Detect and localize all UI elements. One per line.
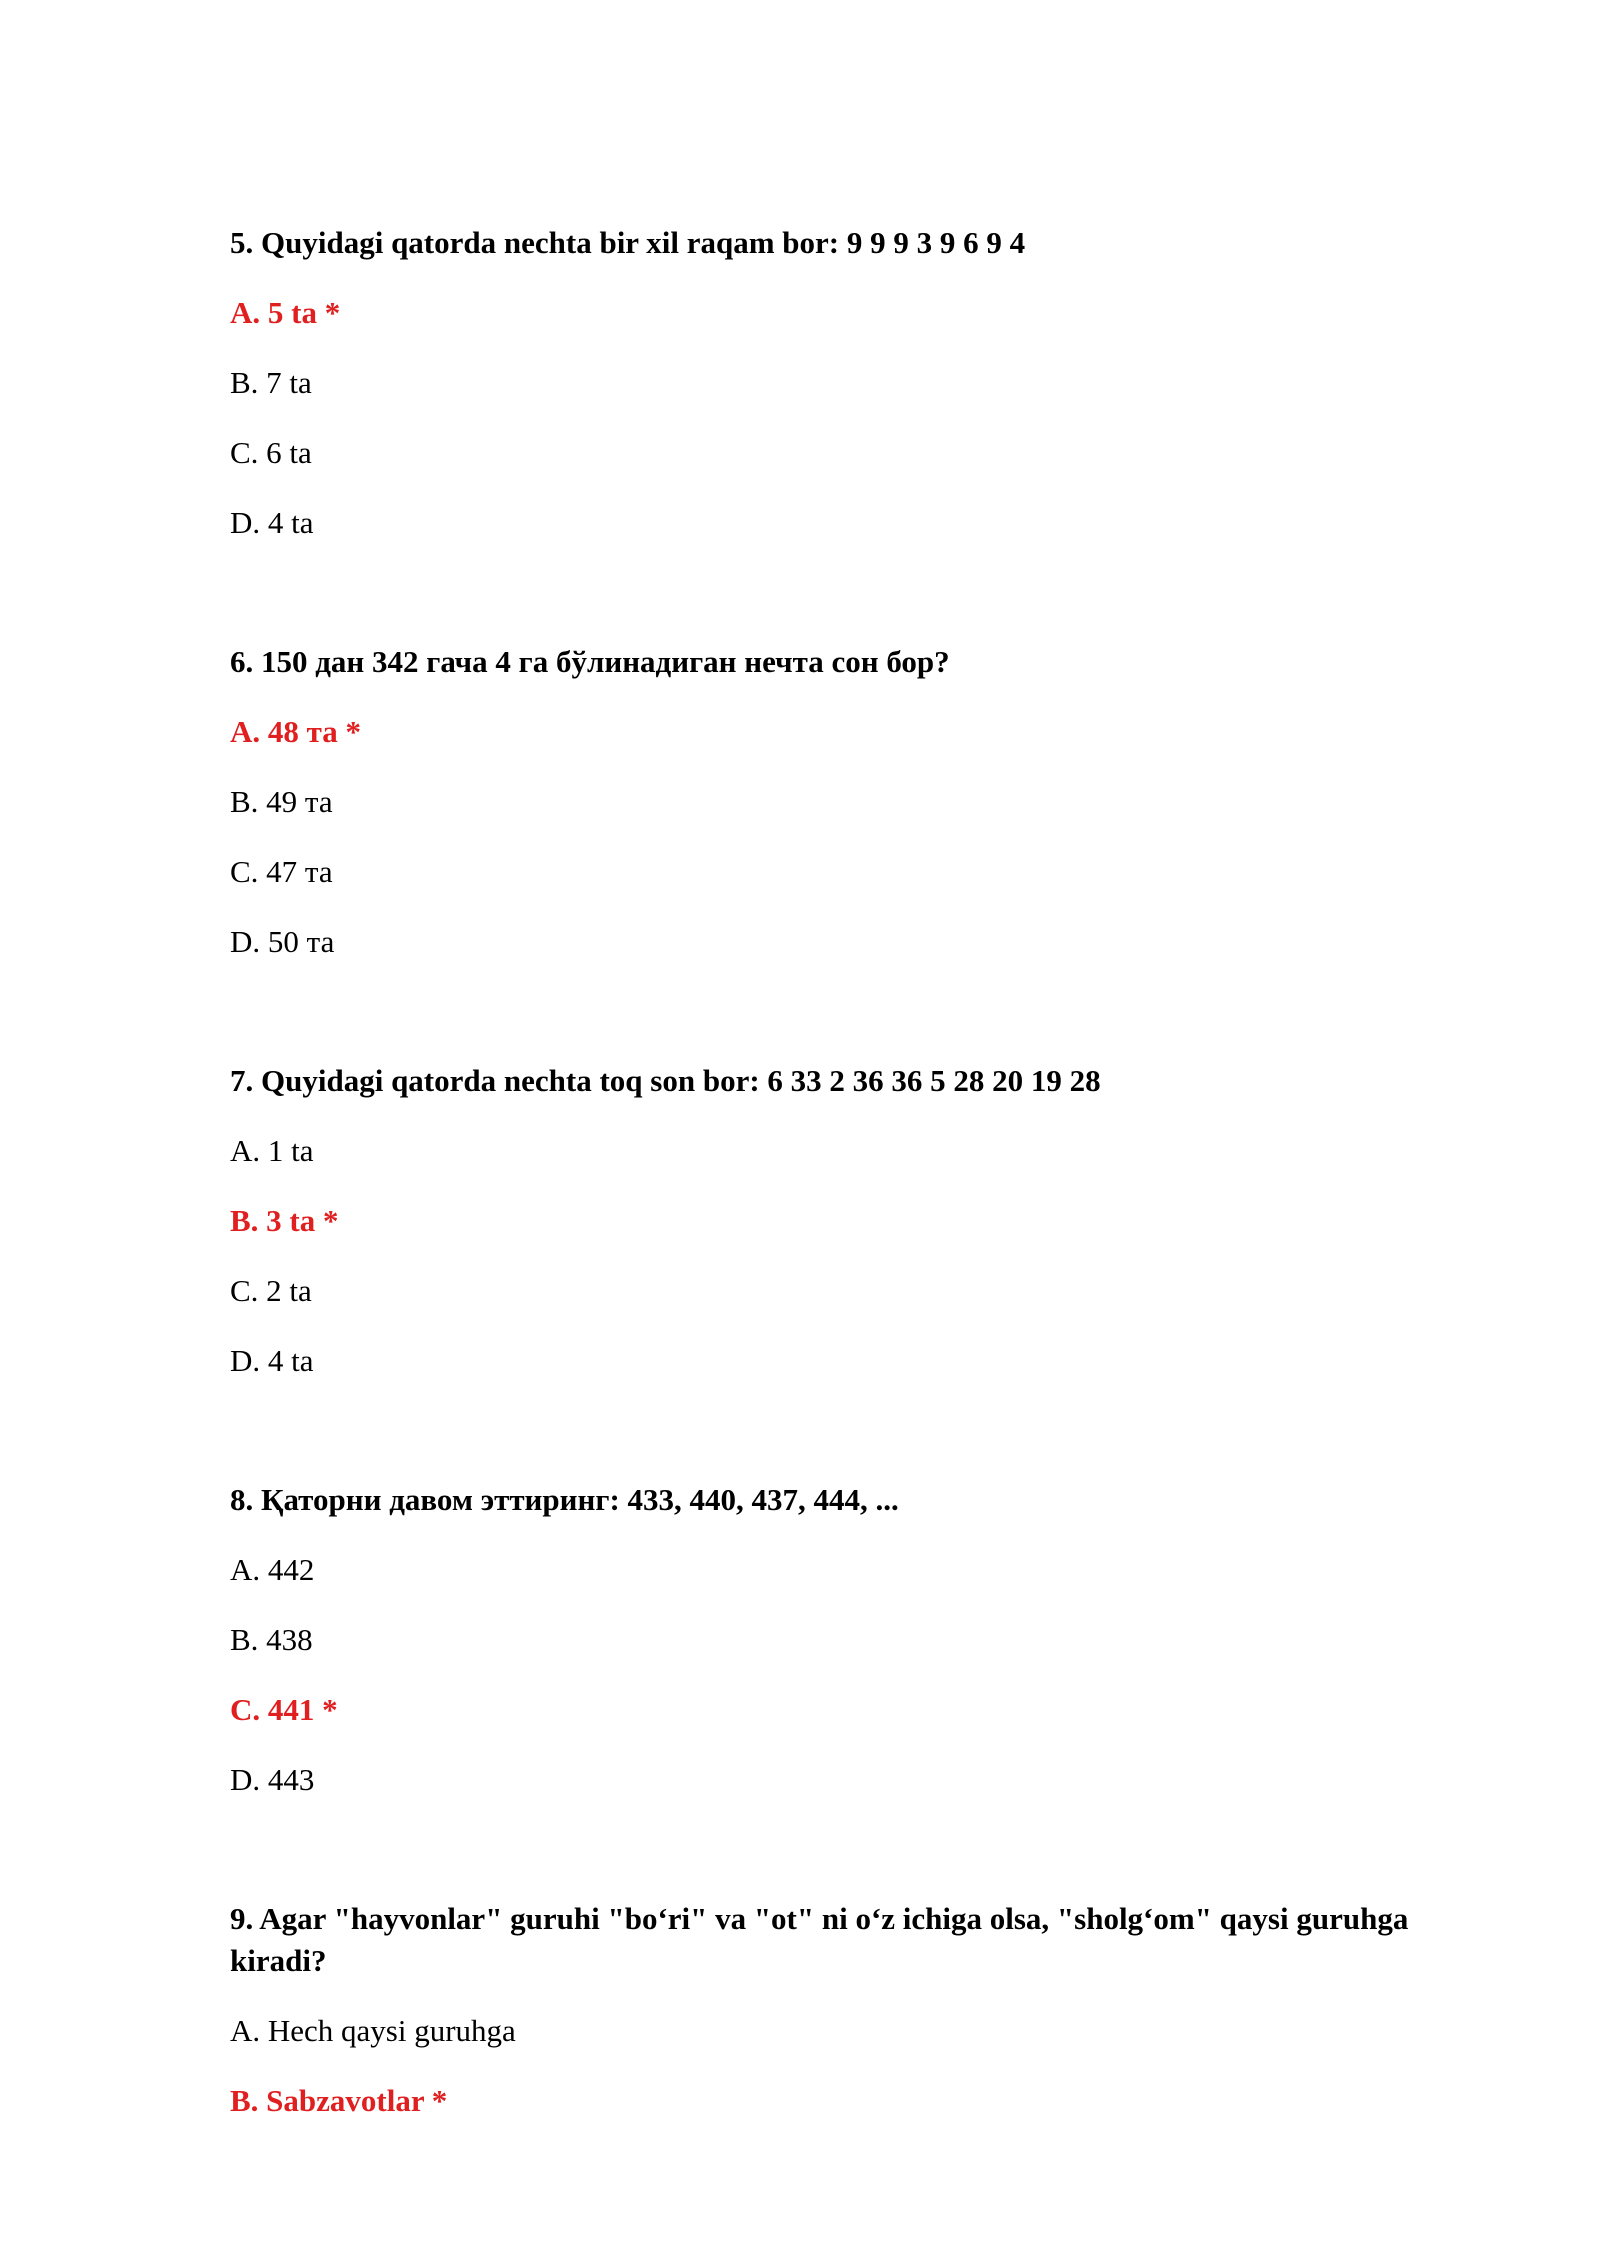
option-c-correct: C. 441 * <box>230 1692 338 1727</box>
question-text: 8. Қаторни давом эттиринг: 433, 440, 437, 444, ... <box>230 1482 899 1517</box>
option-d: D. 50 та <box>230 924 335 959</box>
question-text: 9. Agar "hayvonlar" guruhi "bo‘ri" va "ot" ni o‘z ichiga olsa, "sholg‘om" qaysi guruhga kiradi? <box>230 1901 1409 1978</box>
option-c: C. 2 ta <box>230 1273 312 1308</box>
question-text: 5. Quyidagi qatorda nechta bir xil raqam bor: 9 9 9 3 9 6 9 4 <box>230 225 1026 260</box>
option-d: D. 4 ta <box>230 505 314 540</box>
option-a: A. Hech qaysi guruhga <box>230 2013 516 2048</box>
question-9 <box>230 1898 1480 2118</box>
question-6 <box>230 641 1480 959</box>
option-b-correct: B. 3 ta * <box>230 1203 339 1238</box>
option-d: D. 443 <box>230 1762 315 1797</box>
option-a: A. 442 <box>230 1552 315 1587</box>
option-b: B. 49 та <box>230 784 333 819</box>
option-b: B. 438 <box>230 1622 313 1657</box>
option-a-correct: A. 48 та * <box>230 714 361 749</box>
option-b: B. 7 ta <box>230 365 312 400</box>
option-a-correct: A. 5 ta * <box>230 295 341 330</box>
question-text: 6. 150 дан 342 гача 4 га бўлинадиган нечта сон бор? <box>230 644 950 679</box>
option-b-correct: B. Sabzavotlar * <box>230 2083 448 2118</box>
option-c: C. 47 та <box>230 854 333 889</box>
option-c: C. 6 ta <box>230 435 312 470</box>
option-d: D. 4 ta <box>230 1343 314 1378</box>
question-5 <box>230 222 1480 540</box>
option-a: A. 1 ta <box>230 1133 314 1168</box>
question-8 <box>230 1479 1480 1797</box>
question-text: 7. Quyidagi qatorda nechta toq son bor: 6 33 2 36 36 5 28 20 19 28 <box>230 1063 1101 1098</box>
question-7 <box>230 1060 1480 1378</box>
